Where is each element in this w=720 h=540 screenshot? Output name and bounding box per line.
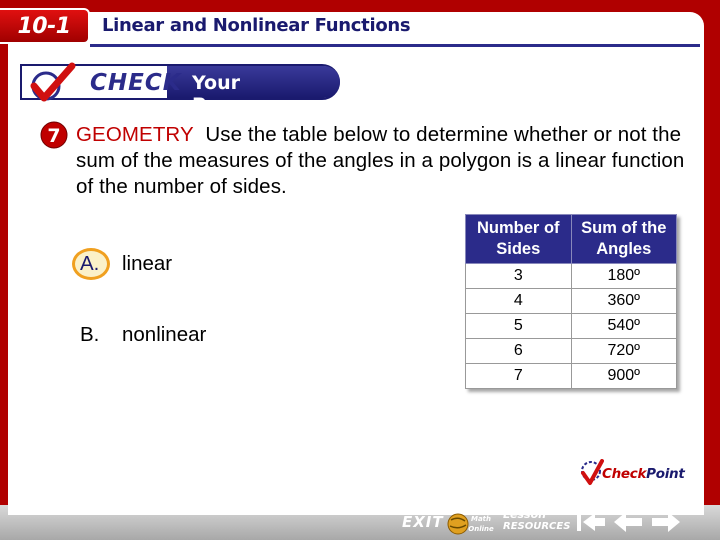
header-sum-of-angles: Sum of the Angles: [571, 215, 676, 264]
header-number-of-sides: Number of Sides: [466, 215, 572, 264]
sides-cell: 3: [466, 264, 572, 289]
question-keyword: GEOMETRY: [76, 123, 194, 146]
question-body: Use the table below to determine whether or not the sum of the measures of the angles in a polygon is a linear function of the number of sides.: [76, 123, 685, 198]
next-arrow-icon[interactable]: [648, 509, 684, 535]
table-row: [466, 339, 677, 364]
lesson-resources-line2: RESOURCES: [503, 521, 571, 532]
sides-cell: 5: [466, 314, 572, 339]
choice-b-letter: B.: [80, 323, 100, 346]
lesson-title: Linear and Nonlinear Functions: [102, 15, 411, 36]
check-text: CHECK: [90, 70, 182, 96]
table-row: [466, 264, 677, 289]
sides-cell: 4: [466, 289, 572, 314]
red-checkmark-icon: [24, 60, 84, 108]
sides-cell: 7: [466, 364, 572, 389]
svg-text:7: 7: [47, 125, 61, 147]
table-row: [466, 289, 677, 314]
checkpoint-check-text: Check: [602, 466, 647, 482]
table-header-row: [466, 215, 677, 264]
checkpoint-icon: [580, 459, 604, 489]
back-to-start-icon[interactable]: [573, 509, 609, 535]
math-online-icon: [446, 510, 494, 536]
angle-sum-cell: 360º: [571, 289, 676, 314]
angles-table: [465, 214, 677, 389]
question-number-badge: [40, 121, 68, 149]
angle-sum-cell: 900º: [571, 364, 676, 389]
sides-cell: 6: [466, 339, 572, 364]
choice-a-letter: A.: [80, 252, 100, 275]
table-row: [466, 314, 677, 339]
math-online-button[interactable]: [446, 510, 494, 536]
angle-sum-cell: 720º: [571, 339, 676, 364]
lesson-resources-button[interactable]: [503, 509, 570, 533]
svg-text:Math: Math: [470, 515, 492, 523]
choice-b[interactable]: [80, 323, 206, 347]
exit-button[interactable]: EXIT: [402, 513, 444, 531]
header-divider: [90, 44, 700, 47]
choice-a-text: linear: [122, 252, 173, 275]
checkpoint-point-text: Point: [646, 466, 685, 482]
angle-sum-cell: 540º: [571, 314, 676, 339]
angle-sum-cell: 180º: [571, 264, 676, 289]
lesson-resources-line1: Lesson: [503, 508, 546, 521]
choice-a[interactable]: [80, 252, 172, 276]
previous-arrow-icon[interactable]: [610, 509, 646, 535]
lesson-number-badge: [0, 8, 90, 44]
your-progress-text: Your Progress: [192, 72, 287, 116]
question-text: [76, 122, 696, 200]
table-row: [466, 364, 677, 389]
choice-b-text: nonlinear: [122, 323, 207, 346]
checkpoint-button[interactable]: [580, 457, 690, 493]
lesson-number: 10-1: [17, 13, 71, 39]
svg-text:Online: Online: [468, 525, 494, 533]
